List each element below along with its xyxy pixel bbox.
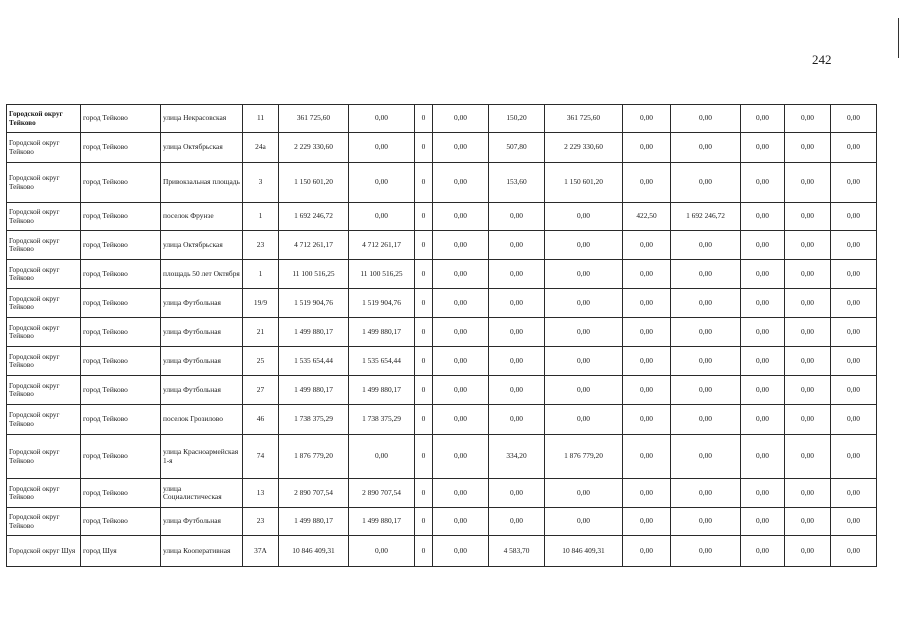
- table-cell: 0,00: [741, 289, 785, 318]
- table-cell: 0,00: [741, 536, 785, 567]
- table-cell: Городской округ Тейково: [7, 479, 81, 508]
- table-cell: 0,00: [489, 203, 545, 231]
- table-cell: город Тейково: [81, 508, 161, 536]
- table-cell: 0,00: [623, 376, 671, 405]
- table-cell: 0,00: [433, 318, 489, 347]
- table-cell: 0,00: [785, 231, 831, 260]
- table-cell: 1 535 654,44: [279, 347, 349, 376]
- table-cell: 0,00: [785, 405, 831, 435]
- table-cell: 150,20: [489, 105, 545, 133]
- table-row: [7, 289, 877, 318]
- table-cell: 0,00: [545, 405, 623, 435]
- table-cell: 0,00: [433, 133, 489, 163]
- table-cell: 0,00: [489, 318, 545, 347]
- table-cell: 4 583,70: [489, 536, 545, 567]
- table-cell: 0: [415, 405, 433, 435]
- table-cell: 0,00: [433, 376, 489, 405]
- table-cell: 0,00: [545, 508, 623, 536]
- table-cell: улица Футбольная: [161, 318, 243, 347]
- table-cell: 0,00: [623, 536, 671, 567]
- table-cell: 0,00: [623, 105, 671, 133]
- table-cell: улица Некрасовская: [161, 105, 243, 133]
- table-cell: 1 150 601,20: [545, 163, 623, 203]
- table-cell: 0,00: [831, 105, 877, 133]
- table-cell: 0,00: [785, 508, 831, 536]
- table-cell: 334,20: [489, 435, 545, 479]
- table-cell: 422,50: [623, 203, 671, 231]
- table-cell: 74: [243, 435, 279, 479]
- table-cell: 1 499 880,17: [349, 318, 415, 347]
- table-cell: 10 846 409,31: [545, 536, 623, 567]
- table-cell: улица Футбольная: [161, 289, 243, 318]
- table-cell: 1 692 246,72: [279, 203, 349, 231]
- table-row: [7, 347, 877, 376]
- table-cell: 1 876 779,20: [545, 435, 623, 479]
- table-cell: 0,00: [831, 347, 877, 376]
- table-cell: 0,00: [741, 376, 785, 405]
- table-cell: улица Футбольная: [161, 376, 243, 405]
- table-cell: 0,00: [623, 405, 671, 435]
- table-row: [7, 435, 877, 479]
- table-cell: 0: [415, 133, 433, 163]
- table-cell: 0,00: [831, 508, 877, 536]
- table-cell: 0,00: [831, 289, 877, 318]
- table-cell: 13: [243, 479, 279, 508]
- table-cell: Городской округ Тейково: [7, 203, 81, 231]
- table-cell: 0,00: [785, 536, 831, 567]
- table-cell: 19/9: [243, 289, 279, 318]
- table-cell: 0,00: [489, 289, 545, 318]
- table-cell: 0,00: [623, 133, 671, 163]
- table-cell: 0,00: [671, 105, 741, 133]
- table-cell: 0,00: [785, 163, 831, 203]
- table-cell: 0,00: [671, 133, 741, 163]
- table-cell: 10 846 409,31: [279, 536, 349, 567]
- table-cell: 25: [243, 347, 279, 376]
- table-cell: 0,00: [741, 231, 785, 260]
- table-cell: 0,00: [489, 376, 545, 405]
- table-row: [7, 133, 877, 163]
- table-cell: 1 499 880,17: [279, 376, 349, 405]
- table-cell: город Тейково: [81, 376, 161, 405]
- table-cell: 0,00: [741, 508, 785, 536]
- table-cell: город Тейково: [81, 479, 161, 508]
- table-cell: 0,00: [671, 260, 741, 289]
- table-cell: 0,00: [623, 479, 671, 508]
- table-cell: 0,00: [741, 260, 785, 289]
- table-cell: Городской округ Тейково: [7, 405, 81, 435]
- table-cell: площадь 50 лет Октября: [161, 260, 243, 289]
- table-cell: город Тейково: [81, 163, 161, 203]
- table-cell: Городской округ Тейково: [7, 435, 81, 479]
- table-cell: 0,00: [349, 435, 415, 479]
- table-cell: 0,00: [545, 479, 623, 508]
- table-cell: 1 535 654,44: [349, 347, 415, 376]
- table-cell: Городской округ Тейково: [7, 318, 81, 347]
- table-cell: 1 499 880,17: [349, 376, 415, 405]
- table-cell: 0,00: [831, 203, 877, 231]
- table-row: [7, 231, 877, 260]
- table-cell: 0,00: [433, 203, 489, 231]
- table-cell: 0,00: [831, 231, 877, 260]
- housing-register-table: [6, 104, 877, 567]
- table-row: [7, 536, 877, 567]
- table-cell: 0,00: [349, 536, 415, 567]
- table-cell: 0,00: [433, 231, 489, 260]
- table-cell: 0,00: [545, 376, 623, 405]
- table-cell: 1: [243, 260, 279, 289]
- table-cell: 11: [243, 105, 279, 133]
- table-cell: 27: [243, 376, 279, 405]
- table-cell: 0,00: [785, 289, 831, 318]
- table-cell: Городской округ Тейково: [7, 133, 81, 163]
- table-cell: 4 712 261,17: [279, 231, 349, 260]
- table-cell: 2 890 707,54: [349, 479, 415, 508]
- table-cell: 1 519 904,76: [279, 289, 349, 318]
- table-cell: 1 499 880,17: [279, 508, 349, 536]
- table-cell: 0,00: [433, 289, 489, 318]
- table-cell: улица Октябрьская: [161, 231, 243, 260]
- table-row: [7, 376, 877, 405]
- table-cell: 0,00: [785, 435, 831, 479]
- table-cell: 0,00: [623, 508, 671, 536]
- table-cell: 0,00: [741, 203, 785, 231]
- table-cell: 0,00: [545, 289, 623, 318]
- table-cell: 1 499 880,17: [349, 508, 415, 536]
- table-cell: 1 876 779,20: [279, 435, 349, 479]
- table-cell: улица Социалистическая: [161, 479, 243, 508]
- table-cell: 11 100 516,25: [349, 260, 415, 289]
- table-cell: 0,00: [785, 347, 831, 376]
- table-cell: 3: [243, 163, 279, 203]
- table-cell: 0,00: [741, 163, 785, 203]
- table-cell: 361 725,60: [545, 105, 623, 133]
- table-cell: 1 499 880,17: [279, 318, 349, 347]
- table-cell: улица Кооперативная: [161, 536, 243, 567]
- register-body: [7, 105, 877, 567]
- table-row: [7, 203, 877, 231]
- table-cell: 0,00: [623, 163, 671, 203]
- table-cell: Городской округ Тейково: [7, 508, 81, 536]
- table-cell: 0: [415, 163, 433, 203]
- table-cell: 0,00: [741, 318, 785, 347]
- table-cell: 0,00: [741, 435, 785, 479]
- table-cell: 1: [243, 203, 279, 231]
- table-cell: 0,00: [831, 163, 877, 203]
- table-cell: Привокзальная площадь: [161, 163, 243, 203]
- table-cell: 2 229 330,60: [279, 133, 349, 163]
- table-cell: 0: [415, 347, 433, 376]
- table-cell: 0,00: [671, 347, 741, 376]
- table-cell: 37А: [243, 536, 279, 567]
- table-cell: 0,00: [741, 133, 785, 163]
- table-cell: улица Красноармейская 1-я: [161, 435, 243, 479]
- table-cell: 0,00: [433, 347, 489, 376]
- table-cell: 0,00: [623, 435, 671, 479]
- table-cell: улица Футбольная: [161, 508, 243, 536]
- table-cell: 0,00: [741, 479, 785, 508]
- table-cell: 0,00: [433, 479, 489, 508]
- table-row: [7, 260, 877, 289]
- table-cell: 0: [415, 105, 433, 133]
- table-cell: 0,00: [831, 536, 877, 567]
- table-cell: город Тейково: [81, 289, 161, 318]
- table-cell: 23: [243, 508, 279, 536]
- table-cell: 0: [415, 260, 433, 289]
- table-cell: 0: [415, 318, 433, 347]
- table-cell: Городской округ Тейково: [7, 260, 81, 289]
- table-cell: 4 712 261,17: [349, 231, 415, 260]
- table-cell: 0,00: [671, 163, 741, 203]
- table-cell: город Шуя: [81, 536, 161, 567]
- table-cell: 24а: [243, 133, 279, 163]
- table-cell: 0,00: [489, 405, 545, 435]
- table-cell: 0,00: [433, 405, 489, 435]
- table-cell: 0,00: [671, 318, 741, 347]
- table-row: [7, 479, 877, 508]
- table-cell: 0,00: [671, 289, 741, 318]
- table-cell: 2 229 330,60: [545, 133, 623, 163]
- table-cell: 0,00: [831, 435, 877, 479]
- table-cell: 0,00: [349, 203, 415, 231]
- table-cell: 2 890 707,54: [279, 479, 349, 508]
- table-cell: 0,00: [489, 508, 545, 536]
- table-cell: 0,00: [545, 260, 623, 289]
- table-cell: 0,00: [741, 405, 785, 435]
- table-cell: 0,00: [671, 231, 741, 260]
- table-cell: 0,00: [433, 163, 489, 203]
- table-cell: Городской округ Тейково: [7, 105, 81, 133]
- table-cell: город Тейково: [81, 347, 161, 376]
- table-cell: Городской округ Тейково: [7, 376, 81, 405]
- table-cell: 0,00: [831, 479, 877, 508]
- table-cell: 0,00: [623, 231, 671, 260]
- table-cell: 507,80: [489, 133, 545, 163]
- table-cell: город Тейково: [81, 260, 161, 289]
- table-cell: 0,00: [433, 536, 489, 567]
- table-cell: 0,00: [831, 376, 877, 405]
- table-cell: 0,00: [433, 105, 489, 133]
- table-cell: 0,00: [785, 260, 831, 289]
- table-cell: 0,00: [433, 260, 489, 289]
- table-cell: 0,00: [623, 289, 671, 318]
- table-cell: 1 519 904,76: [349, 289, 415, 318]
- table-cell: Городской округ Шуя: [7, 536, 81, 567]
- table-cell: Городской округ Тейково: [7, 289, 81, 318]
- table-cell: 0,00: [545, 347, 623, 376]
- table-cell: улица Футбольная: [161, 347, 243, 376]
- table-row: [7, 508, 877, 536]
- table-cell: 23: [243, 231, 279, 260]
- table-cell: 0,00: [671, 479, 741, 508]
- table-cell: 0,00: [489, 231, 545, 260]
- table-cell: 0,00: [349, 105, 415, 133]
- table-cell: 0: [415, 203, 433, 231]
- table-cell: 0,00: [489, 479, 545, 508]
- page-number: 242: [812, 52, 832, 67]
- table-cell: 0,00: [831, 260, 877, 289]
- table-cell: 0,00: [623, 347, 671, 376]
- table-cell: город Тейково: [81, 231, 161, 260]
- table-cell: 0,00: [545, 231, 623, 260]
- table-cell: 21: [243, 318, 279, 347]
- table-cell: город Тейково: [81, 133, 161, 163]
- table-cell: город Тейково: [81, 435, 161, 479]
- table-row: [7, 318, 877, 347]
- table-cell: 0,00: [623, 260, 671, 289]
- table-cell: 0: [415, 435, 433, 479]
- table-cell: 0,00: [741, 347, 785, 376]
- table-cell: 0,00: [489, 260, 545, 289]
- table-cell: 361 725,60: [279, 105, 349, 133]
- table-cell: 0,00: [545, 203, 623, 231]
- table-cell: 0,00: [349, 163, 415, 203]
- table-cell: 0,00: [433, 435, 489, 479]
- table-cell: 153,60: [489, 163, 545, 203]
- table-cell: улица Октябрьская: [161, 133, 243, 163]
- table-cell: 1 738 375,29: [279, 405, 349, 435]
- table-cell: 0,00: [671, 536, 741, 567]
- table-cell: 1 738 375,29: [349, 405, 415, 435]
- table-cell: 0,00: [741, 105, 785, 133]
- table-cell: 46: [243, 405, 279, 435]
- table-cell: 0,00: [433, 508, 489, 536]
- table-cell: поселок Грозилово: [161, 405, 243, 435]
- table-cell: Городской округ Тейково: [7, 231, 81, 260]
- table-cell: 0,00: [831, 318, 877, 347]
- table-cell: 0,00: [671, 508, 741, 536]
- table-cell: 0,00: [671, 376, 741, 405]
- table-cell: город Тейково: [81, 105, 161, 133]
- table-cell: Городской округ Тейково: [7, 163, 81, 203]
- table-row: [7, 105, 877, 133]
- table-row: [7, 163, 877, 203]
- page-edge-mark: [898, 18, 899, 58]
- table-cell: 0: [415, 508, 433, 536]
- table-cell: 0,00: [785, 203, 831, 231]
- table-cell: 0,00: [671, 405, 741, 435]
- table-cell: город Тейково: [81, 203, 161, 231]
- table-cell: 1 150 601,20: [279, 163, 349, 203]
- table-cell: 11 100 516,25: [279, 260, 349, 289]
- table-cell: 0,00: [623, 318, 671, 347]
- table-cell: 0,00: [785, 105, 831, 133]
- table-cell: 0,00: [545, 318, 623, 347]
- table-cell: 0: [415, 289, 433, 318]
- table-cell: 0: [415, 536, 433, 567]
- table-cell: 0: [415, 376, 433, 405]
- table-cell: 0,00: [785, 376, 831, 405]
- table-cell: 0: [415, 231, 433, 260]
- table-cell: 0,00: [671, 435, 741, 479]
- table-cell: 0,00: [831, 133, 877, 163]
- table-cell: 0,00: [785, 479, 831, 508]
- table-cell: город Тейково: [81, 405, 161, 435]
- table-cell: город Тейково: [81, 318, 161, 347]
- table-cell: 0,00: [785, 318, 831, 347]
- table-cell: поселок Фрунзе: [161, 203, 243, 231]
- table-cell: 1 692 246,72: [671, 203, 741, 231]
- table-cell: 0: [415, 479, 433, 508]
- table-cell: 0,00: [349, 133, 415, 163]
- table-row: [7, 405, 877, 435]
- table-cell: 0,00: [785, 133, 831, 163]
- table-cell: 0,00: [831, 405, 877, 435]
- table-cell: 0,00: [489, 347, 545, 376]
- table-cell: Городской округ Тейково: [7, 347, 81, 376]
